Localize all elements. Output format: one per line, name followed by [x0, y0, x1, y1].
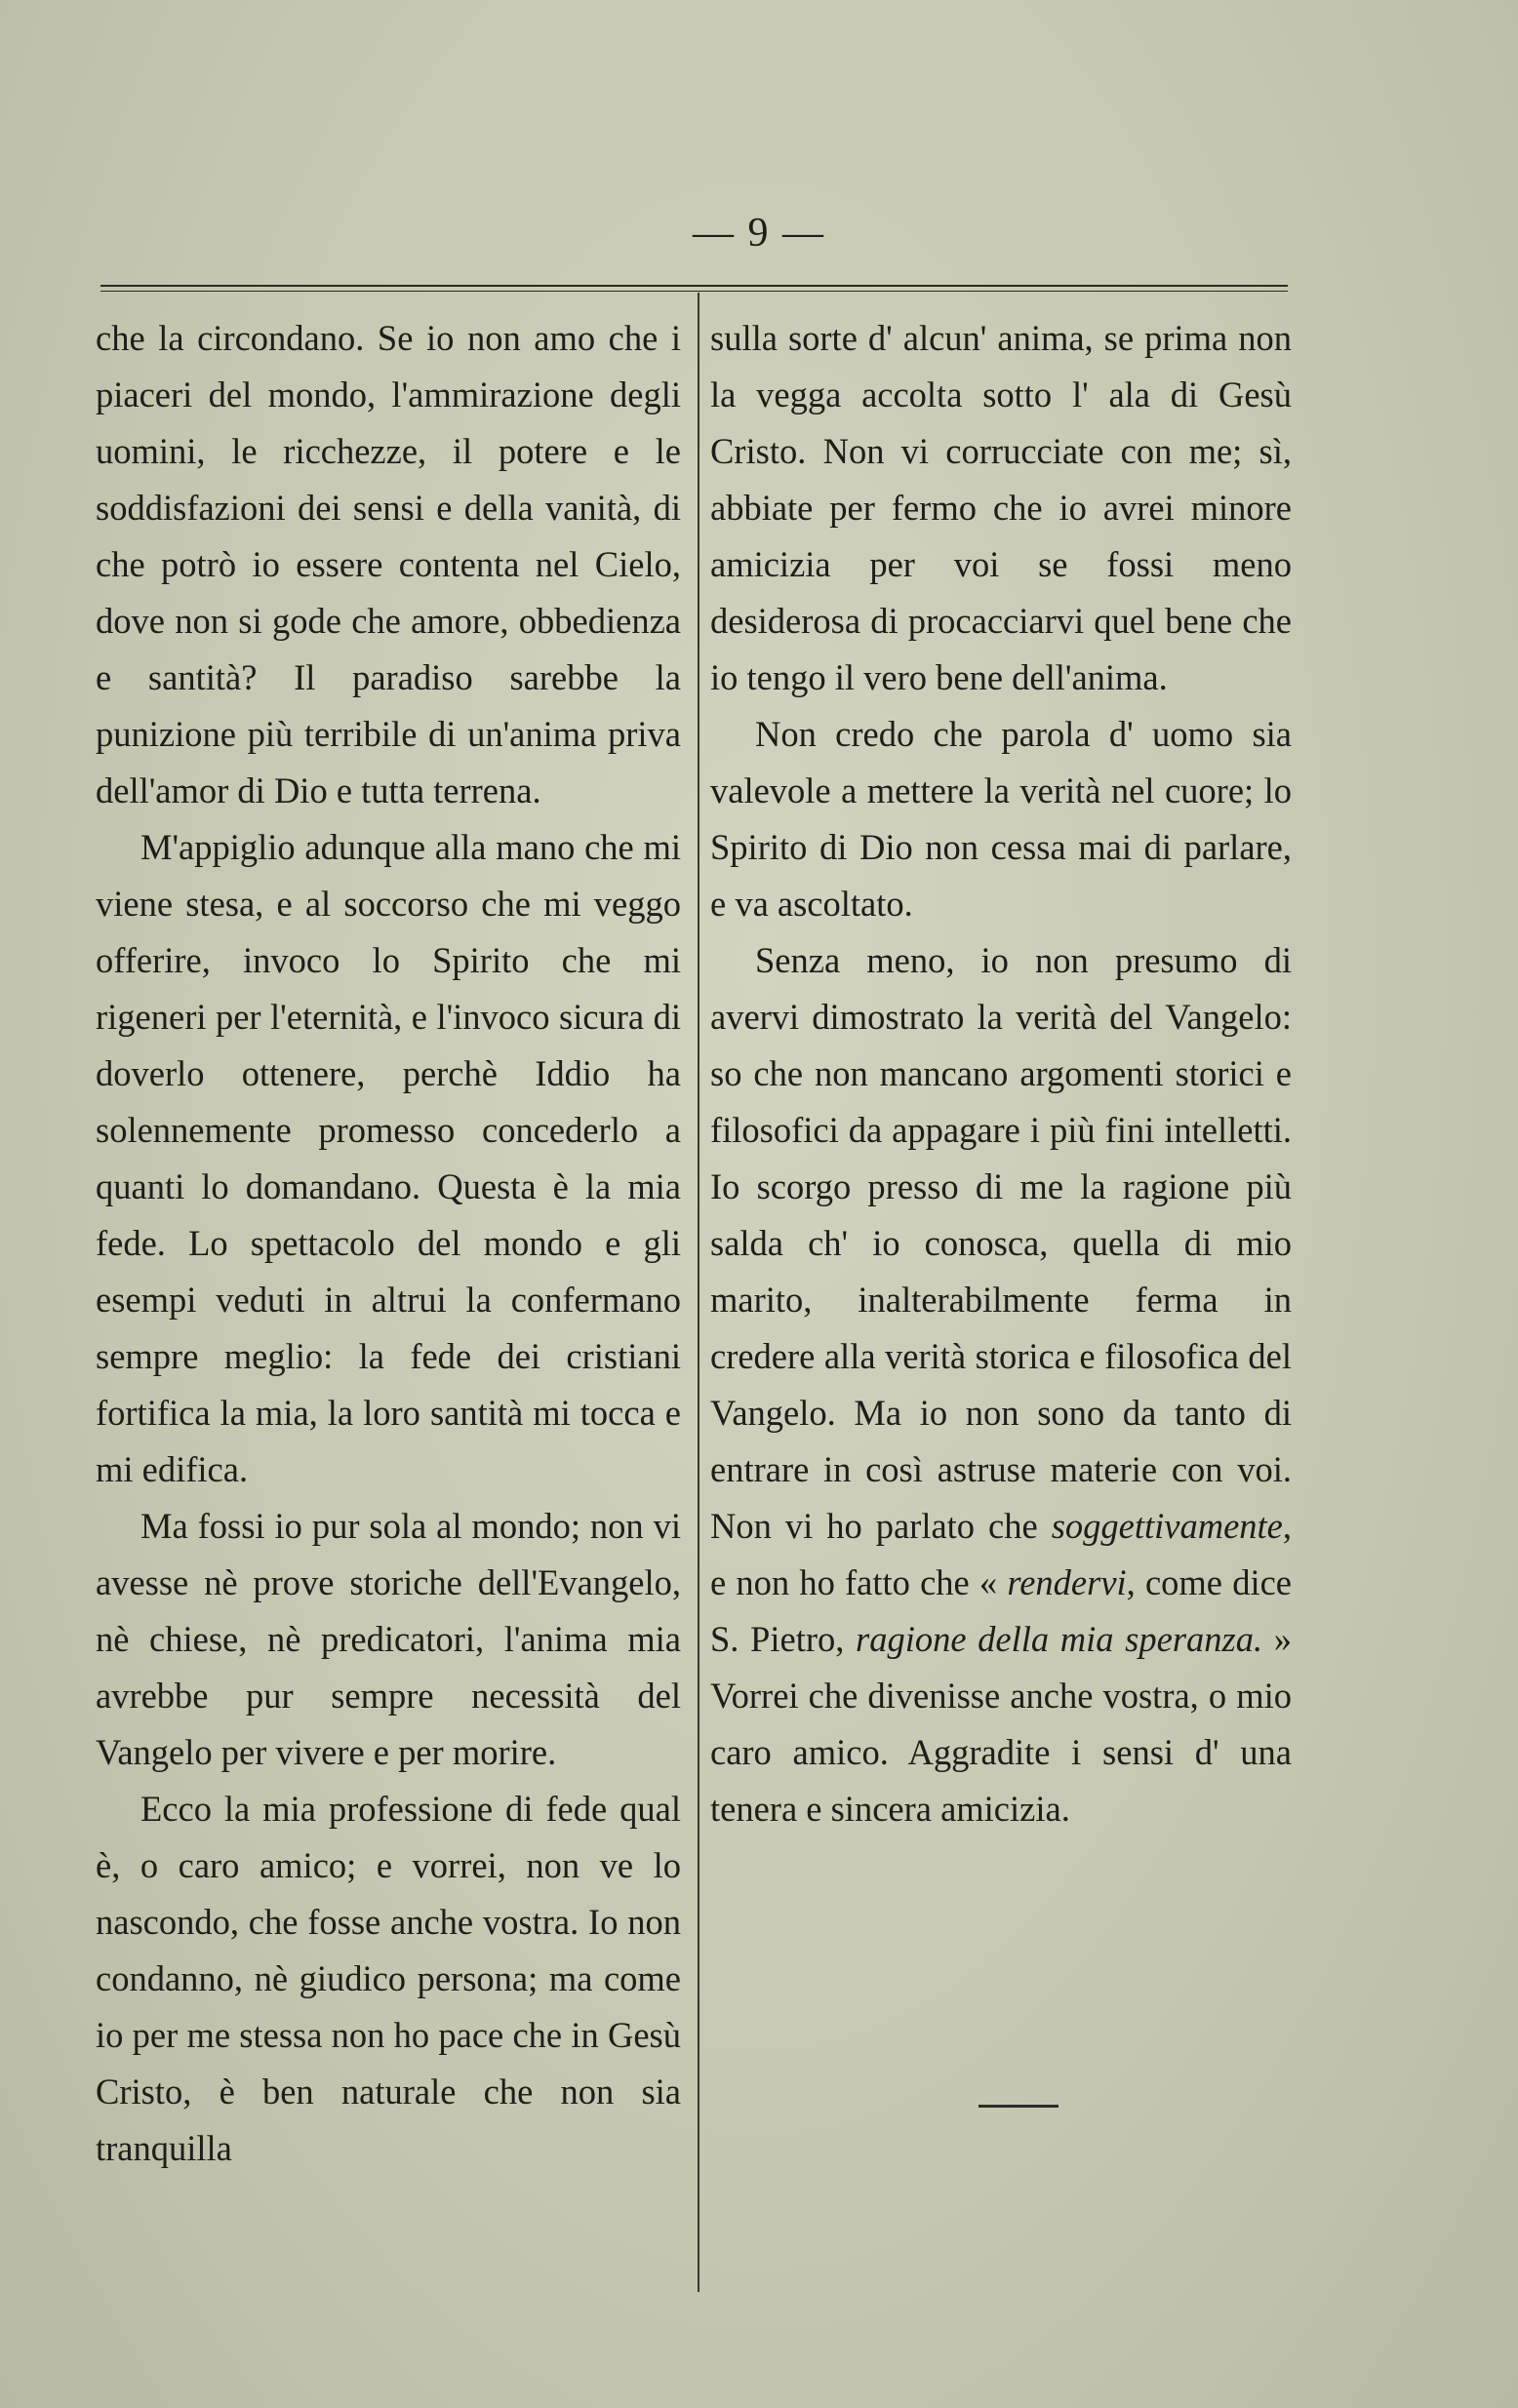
paragraph-7: [710, 932, 1292, 1837]
page-number: — 9 —: [693, 211, 825, 256]
emphasis-ragione: ragione della mia speranza.: [856, 1619, 1263, 1659]
header-rule: [100, 285, 1288, 292]
paragraph-6: Non credo che parola d' uomo sia valevole a mettere la verità nel cuore; lo Spirito di Dio non cessa mai di parlare, e va ascoltato.: [710, 714, 1292, 924]
left-column: [96, 310, 681, 2177]
paragraph-5: sulla sorte d' alcun' anima, se prima non la vegga accolta sotto l' ala di Gesù Cristo. Non vi corrucciate con me; sì, abbiate per fermo che io avrei minore amicizia per voi se fossi meno desiderosa di procacciarvi quel bene che io tengo il vero bene dell'anima.: [710, 318, 1292, 697]
column-divider: [698, 293, 699, 2292]
paragraph-7-text-c: , come dice S. Pietro,: [710, 1562, 1292, 1659]
emphasis-rendervi: rendervi: [1007, 1562, 1127, 1602]
end-mark: [979, 2105, 1059, 2108]
paragraph-7-text-a: Senza meno, io non presumo di avervi dimostrato la verità del Vangelo: so che non mancano argomenti storici e filosofici da appagare i più fini intelletti. Io scorgo presso di me la ragione più salda ch' io conosca, quella di mio marito, inalterabilmente ferma in credere alla verità storica e filosofica del Vangelo. Ma io non sono da tanto di entrare in così astruse materie con voi. Non vi ho parlato che: [710, 940, 1292, 1546]
paragraph-3: Ma fossi io pur sola al mondo; non vi avesse nè prove storiche dell'Evangelo, nè chiese, nè predicatori, l'anima mia avrebbe pur sempre necessità del Vangelo per vivere e per morire.: [96, 1506, 681, 1772]
paragraph-4: Ecco la mia professione di fede qual è, o caro amico; e vorrei, non ve lo nascondo, che fosse anche vostra. Io non condanno, nè giudico persona; ma come io per me stessa non ho pace che in Gesù Cristo, è ben naturale che non sia tranquilla: [96, 1789, 681, 2168]
paragraph-7-text-d: » Vorrei che divenisse anche vostra, o mio caro amico. Aggradite i sensi d' una tenera e sincera amicizia.: [710, 1619, 1292, 1829]
paragraph-1: che la circondano. Se io non amo che i piaceri del mondo, l'ammirazione degli uomini, le ricchezze, il potere e le soddisfazioni dei sensi e della vanità, di che potrò io essere contenta nel Cielo, dove non si gode che amore, obbedienza e santità? Il paradiso sarebbe la punizione più terribile di un'anima priva dell'amor di Dio e tutta terrena.: [96, 318, 681, 810]
paragraph-2: M'appiglio adunque alla mano che mi viene stesa, e al soccorso che mi veggo offerire, invoco lo Spirito che mi rigeneri per l'eternità, e l'invoco sicura di doverlo ottenere, perchè Iddio ha solennemente promesso concederlo a quanti lo domandano. Questa è la mia fede. Lo spettacolo del mondo e gli esempi veduti in altrui la confermano sempre meglio: la fede dei cristiani fortifica la mia, la loro santità mi tocca e mi edifica.: [96, 827, 681, 1489]
emphasis-soggettivamente: soggettivamente: [1051, 1506, 1283, 1546]
right-column: [710, 310, 1292, 1837]
paragraph-7-text-b: , e non ho fatto che «: [710, 1506, 1292, 1602]
